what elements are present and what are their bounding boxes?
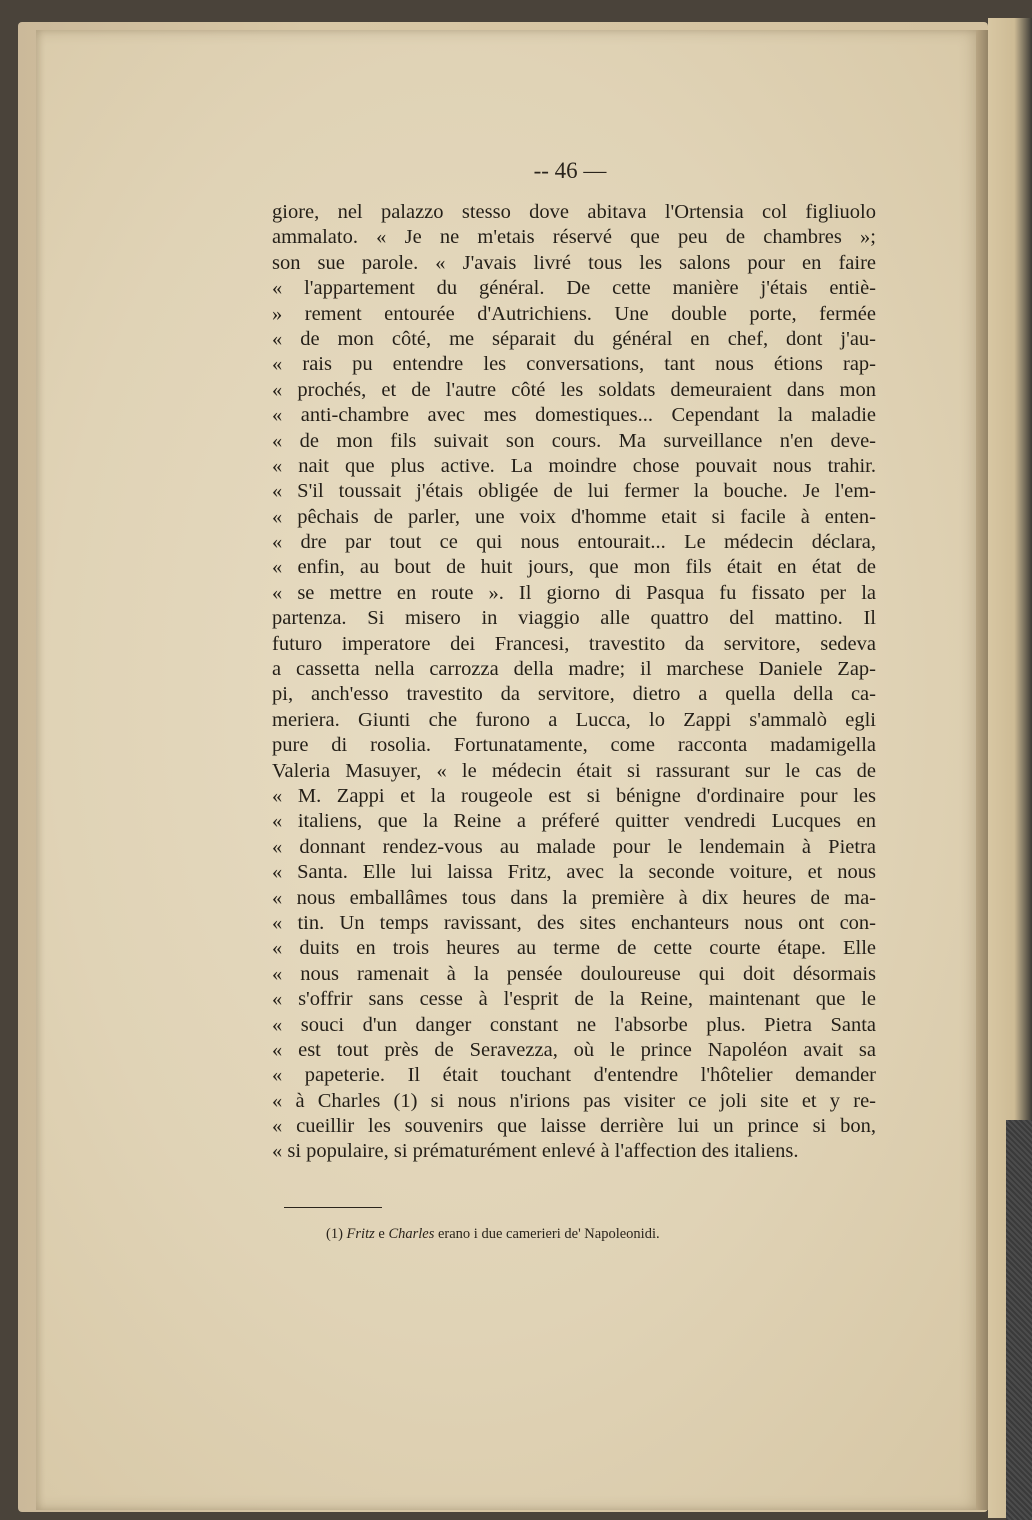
footnote-conjunction: e bbox=[378, 1226, 385, 1242]
text-line: « duits en trois heures au terme de cette courte étape. Elle bbox=[272, 937, 876, 960]
text-line: « anti-chambre avec mes domestiques... Cependant la maladie bbox=[272, 404, 876, 427]
text-line: « est tout près de Seravezza, où le prince Napoléon avait sa bbox=[272, 1038, 876, 1061]
text-line: a cassetta nella carrozza della madre; il marchese Daniele Zap- bbox=[272, 658, 876, 681]
text-line: « enfin, au bout de huit jours, que mon fils était en état de bbox=[272, 556, 876, 579]
text-line: « nous ramenait à la pensée douloureuse qui doit désormais bbox=[272, 962, 876, 985]
text-line: « pêchais de parler, une voix d'homme etait si facile à enten- bbox=[272, 505, 876, 528]
body-text bbox=[272, 200, 876, 1165]
text-line: « papeterie. Il était touchant d'entendre l'hôtelier demander bbox=[272, 1064, 876, 1087]
footnote-name-fritz: Fritz bbox=[346, 1226, 375, 1242]
text-line: « M. Zappi et la rougeole est si bénigne d'ordinaire pour les bbox=[272, 784, 876, 807]
footnote-text: erano i due camerieri de' Napoleonidi. bbox=[437, 1226, 660, 1242]
text-line: « s'offrir sans cesse à l'esprit de la Reine, maintenant que le bbox=[272, 988, 876, 1011]
text-line: partenza. Si misero in viaggio alle quattro del mattino. Il bbox=[272, 607, 876, 630]
text-line: « S'il toussait j'étais obligée de lui fermer la bouche. Je l'em- bbox=[272, 480, 876, 503]
text-line: « l'appartement du général. De cette manière j'étais entiè- bbox=[272, 277, 876, 300]
footnote-marker: (1) bbox=[326, 1226, 343, 1242]
text-line: meriera. Giunti che furono a Lucca, lo Zappi s'ammalò egli bbox=[272, 708, 876, 731]
text-line: « dre par tout ce qui nous entourait... Le médecin déclara, bbox=[272, 531, 876, 554]
text-line: « nait que plus active. La moindre chose pouvait nous trahir. bbox=[272, 454, 876, 477]
text-line: « de mon fils suivait son cours. Ma surveillance n'en deve- bbox=[272, 429, 876, 452]
text-line: giore, nel palazzo stesso dove abitava l'Ortensia col figliuolo bbox=[272, 201, 876, 223]
text-line: « nous emballâmes tous dans la première à dix heures de ma- bbox=[272, 886, 876, 909]
footnote bbox=[326, 1226, 660, 1243]
text-line: « si populaire, si prématurément enlevé à l'affection des italiens. bbox=[272, 1140, 799, 1163]
text-line: « Santa. Elle lui laissa Fritz, avec la seconde voiture, et nous bbox=[272, 861, 876, 884]
binding-cloth bbox=[1006, 1120, 1032, 1520]
text-line: pi, anch'esso travestito da servitore, dietro a quella della ca- bbox=[272, 683, 876, 706]
text-line: ammalato. « Je ne m'etais réservé que peu de chambres »; bbox=[272, 226, 876, 249]
text-line: « à Charles (1) si nous n'irions pas visiter ce joli site et y re- bbox=[272, 1089, 876, 1112]
text-line: « italiens, que la Reine a préferé quitter vendredi Lucques en bbox=[272, 810, 876, 833]
text-line: « prochés, et de l'autre côté les soldats demeuraient dans mon bbox=[272, 378, 876, 401]
text-line: son sue parole. « J'avais livré tous les salons pour en faire bbox=[272, 251, 876, 274]
text-line: Valeria Masuyer, « le médecin était si rassurant sur le cas de bbox=[272, 759, 876, 782]
text-line: « cueillir les souvenirs que laisse derrière lui un prince si bon, bbox=[272, 1115, 876, 1138]
text-line: « souci d'un danger constant ne l'absorbe plus. Pietra Santa bbox=[272, 1013, 876, 1036]
text-line: » rement entourée d'Autrichiens. Une double porte, fermée bbox=[272, 302, 876, 325]
text-line: pure di rosolia. Fortunatamente, come racconta madamigella bbox=[272, 734, 876, 757]
page-number: -- 46 — bbox=[533, 158, 607, 183]
footnote-divider bbox=[284, 1207, 382, 1208]
text-line: « de mon côté, me séparait du général en chef, dont j'au- bbox=[272, 327, 876, 350]
text-line: « rais pu entendre les conversations, tant nous étions rap- bbox=[272, 353, 876, 376]
text-line: « se mettre en route ». Il giorno di Pasqua fu fissato per la bbox=[272, 581, 876, 604]
text-line: « tin. Un temps ravissant, des sites enchanteurs nous ont con- bbox=[272, 911, 876, 934]
text-line: futuro imperatore dei Francesi, travestito da servitore, sedeva bbox=[272, 632, 876, 655]
footnote-name-charles: Charles bbox=[388, 1226, 435, 1242]
text-line: « donnant rendez-vous au malade pour le lendemain à Pietra bbox=[272, 835, 876, 858]
